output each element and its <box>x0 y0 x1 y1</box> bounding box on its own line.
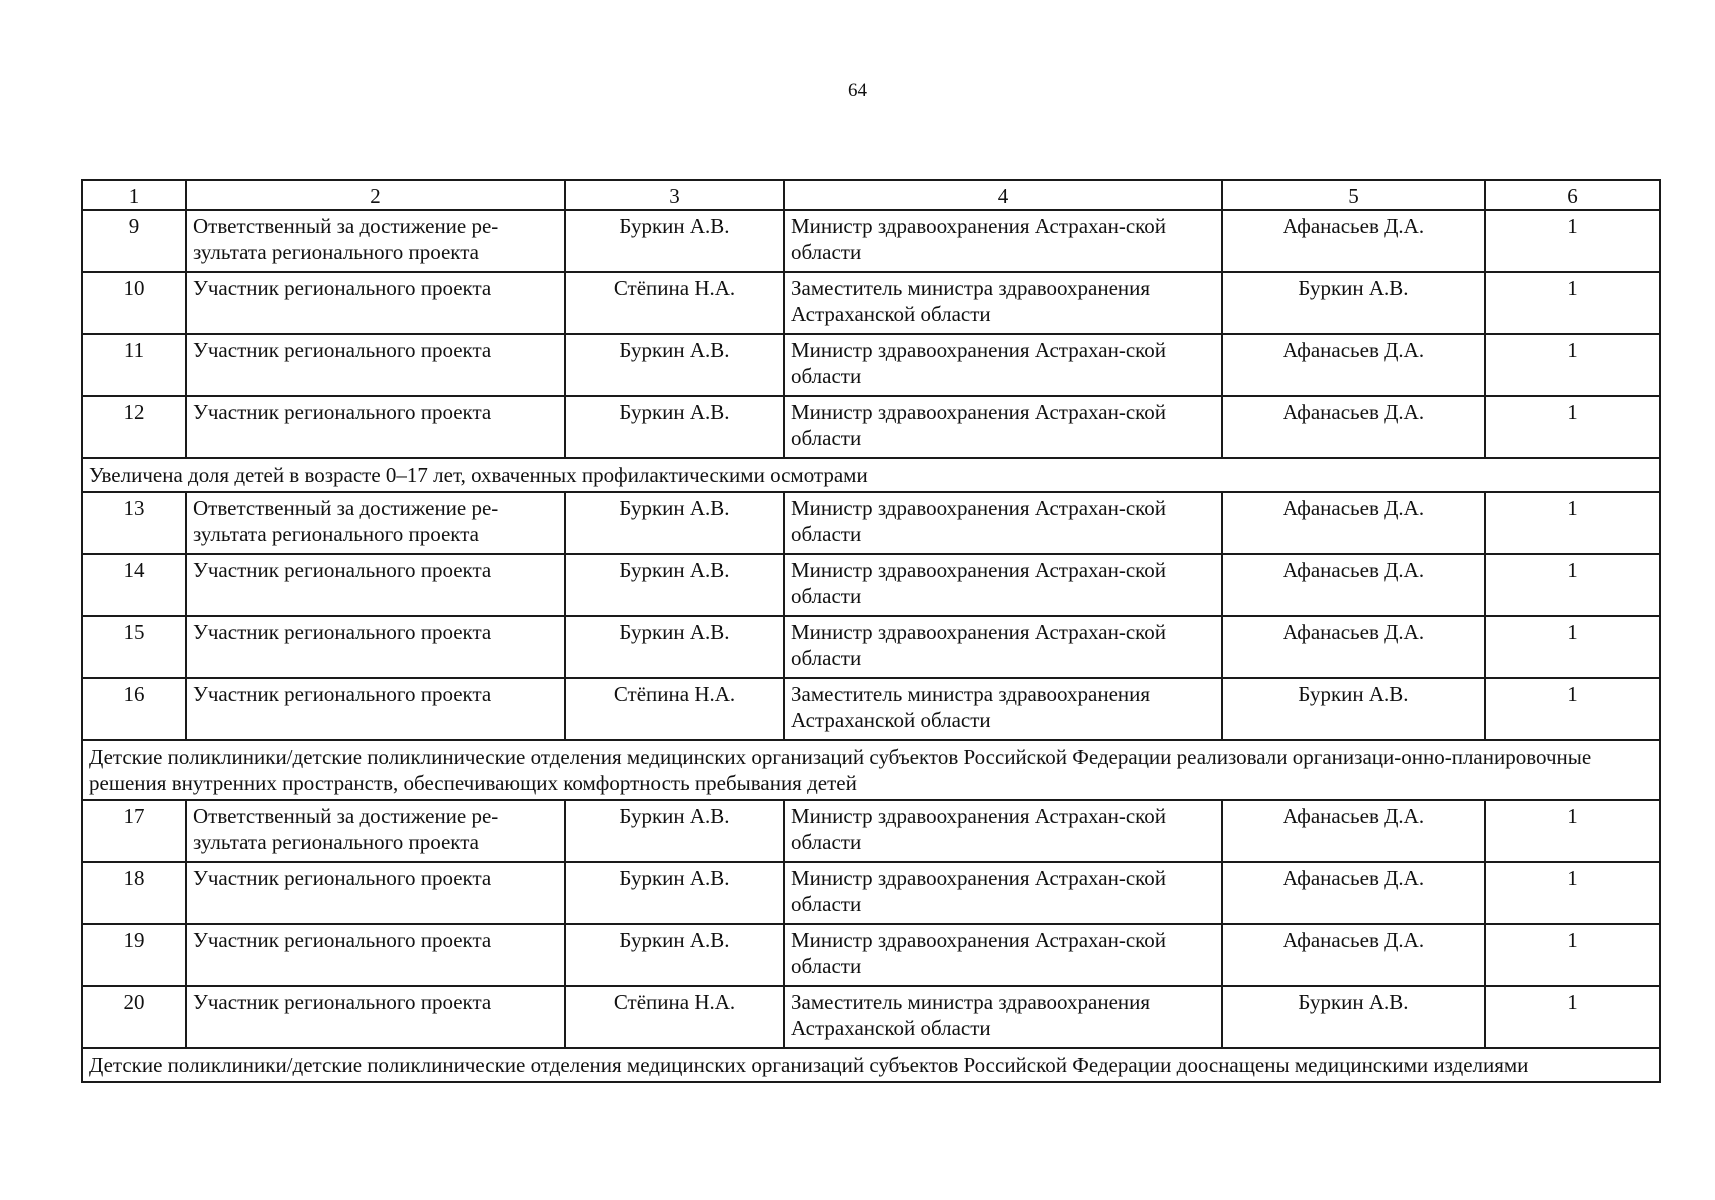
table-row <box>82 678 1660 740</box>
position-cell: Министр здравоохранения Астрахан-ской области <box>784 800 1222 862</box>
supervisor-cell: Афанасьев Д.А. <box>1222 210 1485 272</box>
section-heading-row <box>82 458 1660 492</box>
row-number: 16 <box>82 678 186 740</box>
section-heading: Детские поликлиники/детские поликлинические отделения медицинских организаций субъектов Российской Федерации дооснащены медицинскими изделиями <box>82 1048 1660 1082</box>
person-cell: Буркин А.В. <box>565 862 784 924</box>
share-cell: 1 <box>1485 678 1660 740</box>
share-cell: 1 <box>1485 272 1660 334</box>
column-header: 1 <box>82 180 186 210</box>
role-cell: Ответственный за достижение ре-зультата регионального проекта <box>186 210 565 272</box>
section-heading-row <box>82 1048 1660 1082</box>
supervisor-cell: Афанасьев Д.А. <box>1222 492 1485 554</box>
supervisor-cell: Афанасьев Д.А. <box>1222 924 1485 986</box>
position-cell: Заместитель министра здравоохранения Астраханской области <box>784 678 1222 740</box>
person-cell: Буркин А.В. <box>565 396 784 458</box>
section-heading: Увеличена доля детей в возрасте 0–17 лет, охваченных профилактическими осмотрами <box>82 458 1660 492</box>
role-cell: Участник регионального проекта <box>186 272 565 334</box>
share-cell: 1 <box>1485 492 1660 554</box>
table-row <box>82 492 1660 554</box>
person-cell: Буркин А.В. <box>565 616 784 678</box>
row-number: 13 <box>82 492 186 554</box>
responsibility-table <box>81 179 1661 1083</box>
position-cell: Заместитель министра здравоохранения Астраханской области <box>784 272 1222 334</box>
role-cell: Участник регионального проекта <box>186 554 565 616</box>
person-cell: Буркин А.В. <box>565 924 784 986</box>
share-cell: 1 <box>1485 924 1660 986</box>
column-header-row <box>82 180 1660 210</box>
table-row <box>82 924 1660 986</box>
row-number: 18 <box>82 862 186 924</box>
section-heading: Детские поликлиники/детские поликлинические отделения медицинских организаций субъектов Российской Федерации реализовали организаци-онно-планировочные решения внутренних пространств, обеспечивающих комфортность пребывания детей <box>82 740 1660 800</box>
position-cell: Министр здравоохранения Астрахан-ской области <box>784 334 1222 396</box>
role-cell: Ответственный за достижение ре-зультата регионального проекта <box>186 800 565 862</box>
person-cell: Буркин А.В. <box>565 800 784 862</box>
share-cell: 1 <box>1485 800 1660 862</box>
table-row <box>82 554 1660 616</box>
table-row <box>82 986 1660 1048</box>
row-number: 15 <box>82 616 186 678</box>
person-cell: Стёпина Н.А. <box>565 272 784 334</box>
person-cell: Стёпина Н.А. <box>565 678 784 740</box>
row-number: 20 <box>82 986 186 1048</box>
role-cell: Участник регионального проекта <box>186 616 565 678</box>
position-cell: Министр здравоохранения Астрахан-ской области <box>784 210 1222 272</box>
column-header: 5 <box>1222 180 1485 210</box>
person-cell: Буркин А.В. <box>565 554 784 616</box>
role-cell: Участник регионального проекта <box>186 334 565 396</box>
row-number: 10 <box>82 272 186 334</box>
table-row <box>82 210 1660 272</box>
row-number: 14 <box>82 554 186 616</box>
role-cell: Участник регионального проекта <box>186 924 565 986</box>
supervisor-cell: Афанасьев Д.А. <box>1222 554 1485 616</box>
role-cell: Участник регионального проекта <box>186 678 565 740</box>
role-cell: Ответственный за достижение ре-зультата регионального проекта <box>186 492 565 554</box>
supervisor-cell: Афанасьев Д.А. <box>1222 396 1485 458</box>
role-cell: Участник регионального проекта <box>186 986 565 1048</box>
person-cell: Буркин А.В. <box>565 492 784 554</box>
position-cell: Министр здравоохранения Астрахан-ской области <box>784 554 1222 616</box>
position-cell: Министр здравоохранения Астрахан-ской области <box>784 396 1222 458</box>
column-header: 4 <box>784 180 1222 210</box>
share-cell: 1 <box>1485 210 1660 272</box>
supervisor-cell: Буркин А.В. <box>1222 272 1485 334</box>
row-number: 17 <box>82 800 186 862</box>
supervisor-cell: Афанасьев Д.А. <box>1222 334 1485 396</box>
table-row <box>82 862 1660 924</box>
share-cell: 1 <box>1485 862 1660 924</box>
table-row <box>82 396 1660 458</box>
role-cell: Участник регионального проекта <box>186 396 565 458</box>
section-heading-row <box>82 740 1660 800</box>
supervisor-cell: Афанасьев Д.А. <box>1222 616 1485 678</box>
person-cell: Буркин А.В. <box>565 334 784 396</box>
supervisor-cell: Афанасьев Д.А. <box>1222 800 1485 862</box>
table-row <box>82 334 1660 396</box>
person-cell: Стёпина Н.А. <box>565 986 784 1048</box>
table-row <box>82 800 1660 862</box>
column-header: 2 <box>186 180 565 210</box>
row-number: 9 <box>82 210 186 272</box>
position-cell: Министр здравоохранения Астрахан-ской области <box>784 924 1222 986</box>
table-row <box>82 616 1660 678</box>
person-cell: Буркин А.В. <box>565 210 784 272</box>
position-cell: Министр здравоохранения Астрахан-ской области <box>784 616 1222 678</box>
share-cell: 1 <box>1485 396 1660 458</box>
column-header: 6 <box>1485 180 1660 210</box>
share-cell: 1 <box>1485 986 1660 1048</box>
row-number: 11 <box>82 334 186 396</box>
table-body <box>82 180 1660 1082</box>
position-cell: Министр здравоохранения Астрахан-ской области <box>784 862 1222 924</box>
page-number: 64 <box>848 80 867 101</box>
role-cell: Участник регионального проекта <box>186 862 565 924</box>
table-row <box>82 272 1660 334</box>
supervisor-cell: Буркин А.В. <box>1222 678 1485 740</box>
row-number: 19 <box>82 924 186 986</box>
share-cell: 1 <box>1485 554 1660 616</box>
position-cell: Заместитель министра здравоохранения Астраханской области <box>784 986 1222 1048</box>
supervisor-cell: Афанасьев Д.А. <box>1222 862 1485 924</box>
supervisor-cell: Буркин А.В. <box>1222 986 1485 1048</box>
share-cell: 1 <box>1485 616 1660 678</box>
share-cell: 1 <box>1485 334 1660 396</box>
position-cell: Министр здравоохранения Астрахан-ской области <box>784 492 1222 554</box>
column-header: 3 <box>565 180 784 210</box>
row-number: 12 <box>82 396 186 458</box>
